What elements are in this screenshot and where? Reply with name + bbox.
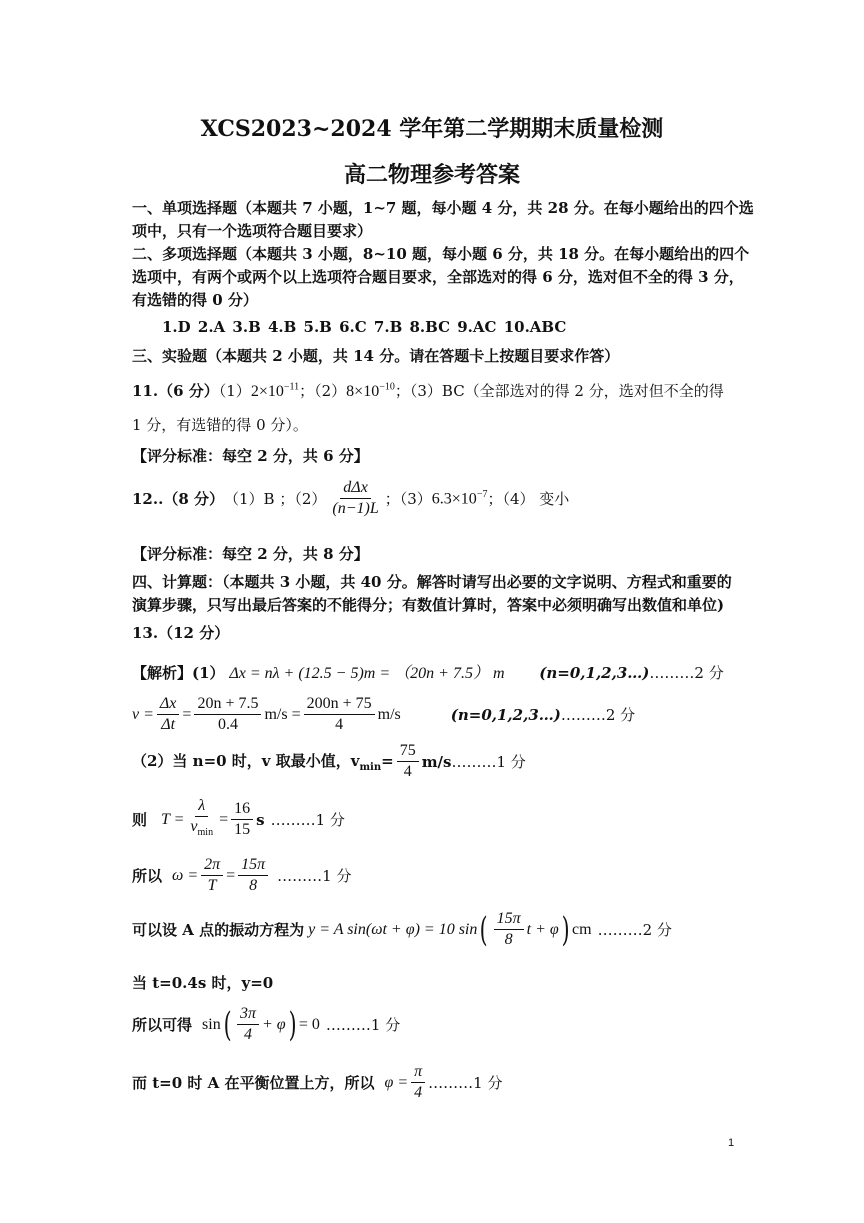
q13-osc-eq-text: 可以设 A 点的振动方程为 bbox=[132, 921, 305, 939]
page-number: 1 bbox=[728, 1137, 735, 1149]
q13-frac-dx-dt-den: Δt bbox=[161, 716, 176, 733]
q13-frac-w1 bbox=[201, 855, 223, 896]
q13-cond-1: (n=0,1,2,3…) bbox=[539, 664, 650, 682]
q13-frac-T1-den bbox=[187, 817, 216, 843]
q11-line bbox=[132, 380, 724, 401]
q11-criteria: 【评分标准：每空 2 分，共 6 分】 bbox=[132, 447, 369, 465]
q13-line-7: 当 t=0.4s 时，y=0 bbox=[132, 974, 274, 992]
q13-line-8 bbox=[132, 1004, 400, 1045]
section-4-heading: 四、计算题：（本题共 3 小题，共 40 分。解答时请写出必要的文字说明、方程式和重要的 bbox=[132, 573, 732, 591]
q13-T-eq: = bbox=[219, 810, 229, 828]
q13-frac-w2-den: 8 bbox=[249, 877, 258, 894]
q11-line-2: 1 分，有选错的得 0 分）。 bbox=[132, 416, 308, 434]
q13-frac-w2-num: 15π bbox=[238, 855, 268, 876]
q13-frac-phi-den: 4 bbox=[414, 1084, 423, 1101]
q13-line-9 bbox=[132, 1062, 502, 1103]
q13-line-3 bbox=[132, 741, 526, 782]
q13-v-label: v = bbox=[132, 705, 154, 723]
q13-line-2: v = $\frac{\Delta x}{\Delta t}$ = $\frac{20n + 7.5}{0.4}$ m/s = $\frac{200n + 75}{4}$ m/s (n=0,1,2,3…) ………2 分 bbox=[132, 695, 636, 733]
q13-line-6 bbox=[132, 909, 672, 950]
q13-so: 所以 bbox=[132, 867, 163, 885]
q13-sin-eq: = 0 bbox=[298, 1015, 320, 1033]
q11-part3: ；（3）BC（全部选对的得 2 分，选对但不全的得 bbox=[394, 382, 724, 400]
q12-fraction-numerator: dΔx bbox=[340, 478, 371, 499]
q12-answer-3-base: 6.3×10 bbox=[431, 490, 477, 508]
q13-sin: sin bbox=[202, 1015, 221, 1033]
q13-line-1 bbox=[132, 660, 724, 683]
q13-frac-T2 bbox=[231, 799, 253, 840]
q13-min-eq: = bbox=[381, 752, 394, 770]
section-4-heading-cont: 演算步骤，只写出最后答案的不能得分；有数值计算时，答案中必须明确写出数值和单位) bbox=[132, 596, 725, 614]
q12-fraction bbox=[329, 478, 381, 519]
q11-answer-1-exp: −11 bbox=[283, 381, 300, 393]
q13-score-4: ………1 分 bbox=[270, 811, 345, 830]
q13-head: 13.（12 分） bbox=[132, 624, 230, 642]
section-2-heading-cont: 选项中，有两个或两个以上选项符合题目要求，全部选对的得 6 分，选对但不全的得 3 分， bbox=[132, 268, 744, 286]
q12-head: 12..（8 分） bbox=[132, 490, 224, 508]
doc-title: XCS2023~2024 学年第二学期期末质量检测 bbox=[200, 116, 664, 142]
q12-part3-label: ；（3） bbox=[384, 490, 432, 508]
q12-line bbox=[132, 478, 569, 519]
q13-frac-w1-num: 2π bbox=[201, 855, 223, 876]
q13-frac-v1-den: 0.4 bbox=[217, 716, 238, 733]
q13-frac-sin bbox=[237, 1004, 259, 1045]
q13-osc-eq: y = A sin(ωt + φ) = 10 sin bbox=[308, 920, 478, 938]
q13-frac-osc bbox=[494, 909, 524, 950]
q13-frac-T2-num: 16 bbox=[231, 799, 253, 820]
choice-answers: 1.D 2.A 3.B 4.B 5.B 6.C 7.B 8.BC 9.AC 10.ABC bbox=[162, 318, 567, 336]
q11-answer-2-exp: −10 bbox=[379, 381, 395, 393]
q13-line-4 bbox=[132, 796, 345, 843]
q13-score-8: ………1 分 bbox=[428, 1074, 503, 1092]
q13-so-get: 所以可得 bbox=[132, 1016, 193, 1034]
q13-rparen: ) bbox=[561, 909, 570, 950]
q13-then: 则 bbox=[132, 811, 148, 830]
q13-unit-2: m/s bbox=[377, 705, 401, 723]
q13-min-v-text bbox=[132, 750, 394, 773]
q12-answer-3 bbox=[432, 489, 488, 508]
q11-answer-1-base: 2×10 bbox=[250, 383, 284, 400]
q13-vmin-unit: m/s bbox=[421, 752, 452, 771]
q13-osc-unit: cm bbox=[572, 920, 592, 938]
q13-score-1: ………2 分 bbox=[649, 664, 724, 682]
section-1-heading-cont: 项中，只有一个选项符合题目要求） bbox=[132, 222, 373, 240]
q13-score-5: ………1 分 bbox=[277, 867, 352, 885]
q13-min-v-pre: （2）当 n=0 时，v 取最小值，v bbox=[132, 752, 360, 770]
q13-unit-1: m/s = bbox=[264, 705, 301, 723]
q13-score-2: ………2 分 bbox=[560, 706, 636, 724]
q13-frac-vmin-den: 4 bbox=[403, 763, 412, 780]
q12-fraction-denominator: (n−1)L bbox=[332, 500, 379, 517]
q13-frac-osc-num: 15π bbox=[494, 909, 524, 930]
q12-part4: ；（4） 变小 bbox=[487, 490, 570, 508]
q13-frac-vmin bbox=[397, 741, 419, 782]
q11-head: 11.（6 分） bbox=[132, 382, 219, 400]
q13-phi-label: φ = bbox=[384, 1073, 409, 1091]
q13-T-label: T = bbox=[161, 810, 185, 828]
section-2-heading: 二、多项选择题（本题共 3 小题，8~10 题，每小题 6 分，共 18 分。在每小题给出的四个 bbox=[132, 245, 750, 263]
q13-analysis-label: 【解析】(1） bbox=[132, 664, 225, 682]
q13-cond-2: (n=0,1,2,3…) bbox=[450, 705, 561, 724]
q13-frac-T2-den: 15 bbox=[234, 821, 251, 839]
q13-rparen-2: ) bbox=[288, 1004, 297, 1045]
q13-frac-v1-num: 20n + 7.5 bbox=[194, 694, 261, 715]
q13-frac-w2 bbox=[238, 855, 268, 896]
q13-frac-phi-num: π bbox=[411, 1062, 425, 1083]
q13-T-unit: s bbox=[256, 810, 265, 829]
q13-frac-phi bbox=[411, 1062, 425, 1103]
section-1-heading: 一、单项选择题（本题共 7 小题，1~7 题，每小题 4 分，共 28 分。在每小题给出的四个选 bbox=[132, 199, 754, 217]
section-3-heading: 三、实验题（本题共 2 小题，共 14 分。请在答题卡上按题目要求作答） bbox=[132, 347, 620, 365]
q13-score-3: ………1 分 bbox=[451, 753, 526, 771]
q11-answer-2 bbox=[346, 383, 395, 400]
q13-omega-eq: = bbox=[226, 866, 236, 884]
q13-frac-v2 bbox=[304, 694, 375, 735]
q13-frac-v1 bbox=[194, 694, 261, 735]
q13-frac-sin-num: 3π bbox=[237, 1004, 259, 1025]
q13-omega-label: ω = bbox=[172, 866, 199, 884]
q13-phase-text: 而 t=0 时 A 在平衡位置上方，所以 bbox=[132, 1074, 375, 1092]
q13-score-6: ………2 分 bbox=[597, 921, 672, 939]
q13-lparen: ( bbox=[480, 909, 488, 950]
q11-answer-2-base: 8×10 bbox=[346, 383, 380, 400]
q13-line-5 bbox=[132, 855, 351, 896]
q13-min-sub: min bbox=[359, 762, 382, 773]
q13-sin-tail: + φ bbox=[261, 1015, 286, 1033]
q13-score-7: ………1 分 bbox=[325, 1016, 401, 1034]
q13-frac-w1-den: T bbox=[207, 877, 217, 894]
q13-eq-delta-x: Δx = nλ + (12.5 − 5)m = （20n + 7.5） m bbox=[229, 665, 505, 682]
q13-frac-vmin-num: 75 bbox=[397, 741, 419, 762]
q13-frac-v2-den: 4 bbox=[335, 716, 344, 733]
q12-part1: （1）B ；（2） bbox=[223, 490, 327, 508]
q12-criteria: 【评分标准：每空 2 分，共 8 分】 bbox=[132, 545, 369, 563]
q13-frac-osc-den: 8 bbox=[504, 931, 513, 948]
q13-frac-dx-dt bbox=[157, 694, 180, 735]
q13-frac-T1-num: λ bbox=[195, 796, 208, 817]
doc-subtitle: 高二物理参考答案 bbox=[343, 162, 520, 188]
q12-answer-3-exp: −7 bbox=[476, 488, 488, 500]
section-2-heading-cont2: 有选错的得 0 分） bbox=[132, 291, 258, 309]
q11-part1-label: （1） bbox=[218, 382, 251, 400]
q11-answer-1 bbox=[251, 383, 299, 400]
q13-frac-v2-num: 200n + 75 bbox=[304, 694, 375, 715]
q13-frac-T1-den-v: v bbox=[190, 818, 198, 835]
q13-frac-T1-den-sub: min bbox=[197, 827, 214, 839]
q13-frac-dx-dt-num: Δx bbox=[157, 694, 180, 715]
q11-part2-label: ；（2） bbox=[299, 382, 347, 400]
q13-osc-tail: t + φ bbox=[526, 920, 559, 938]
q13-frac-T1 bbox=[187, 796, 216, 843]
q13-frac-sin-den: 4 bbox=[243, 1026, 252, 1043]
q13-lparen-2: ( bbox=[223, 1004, 232, 1045]
